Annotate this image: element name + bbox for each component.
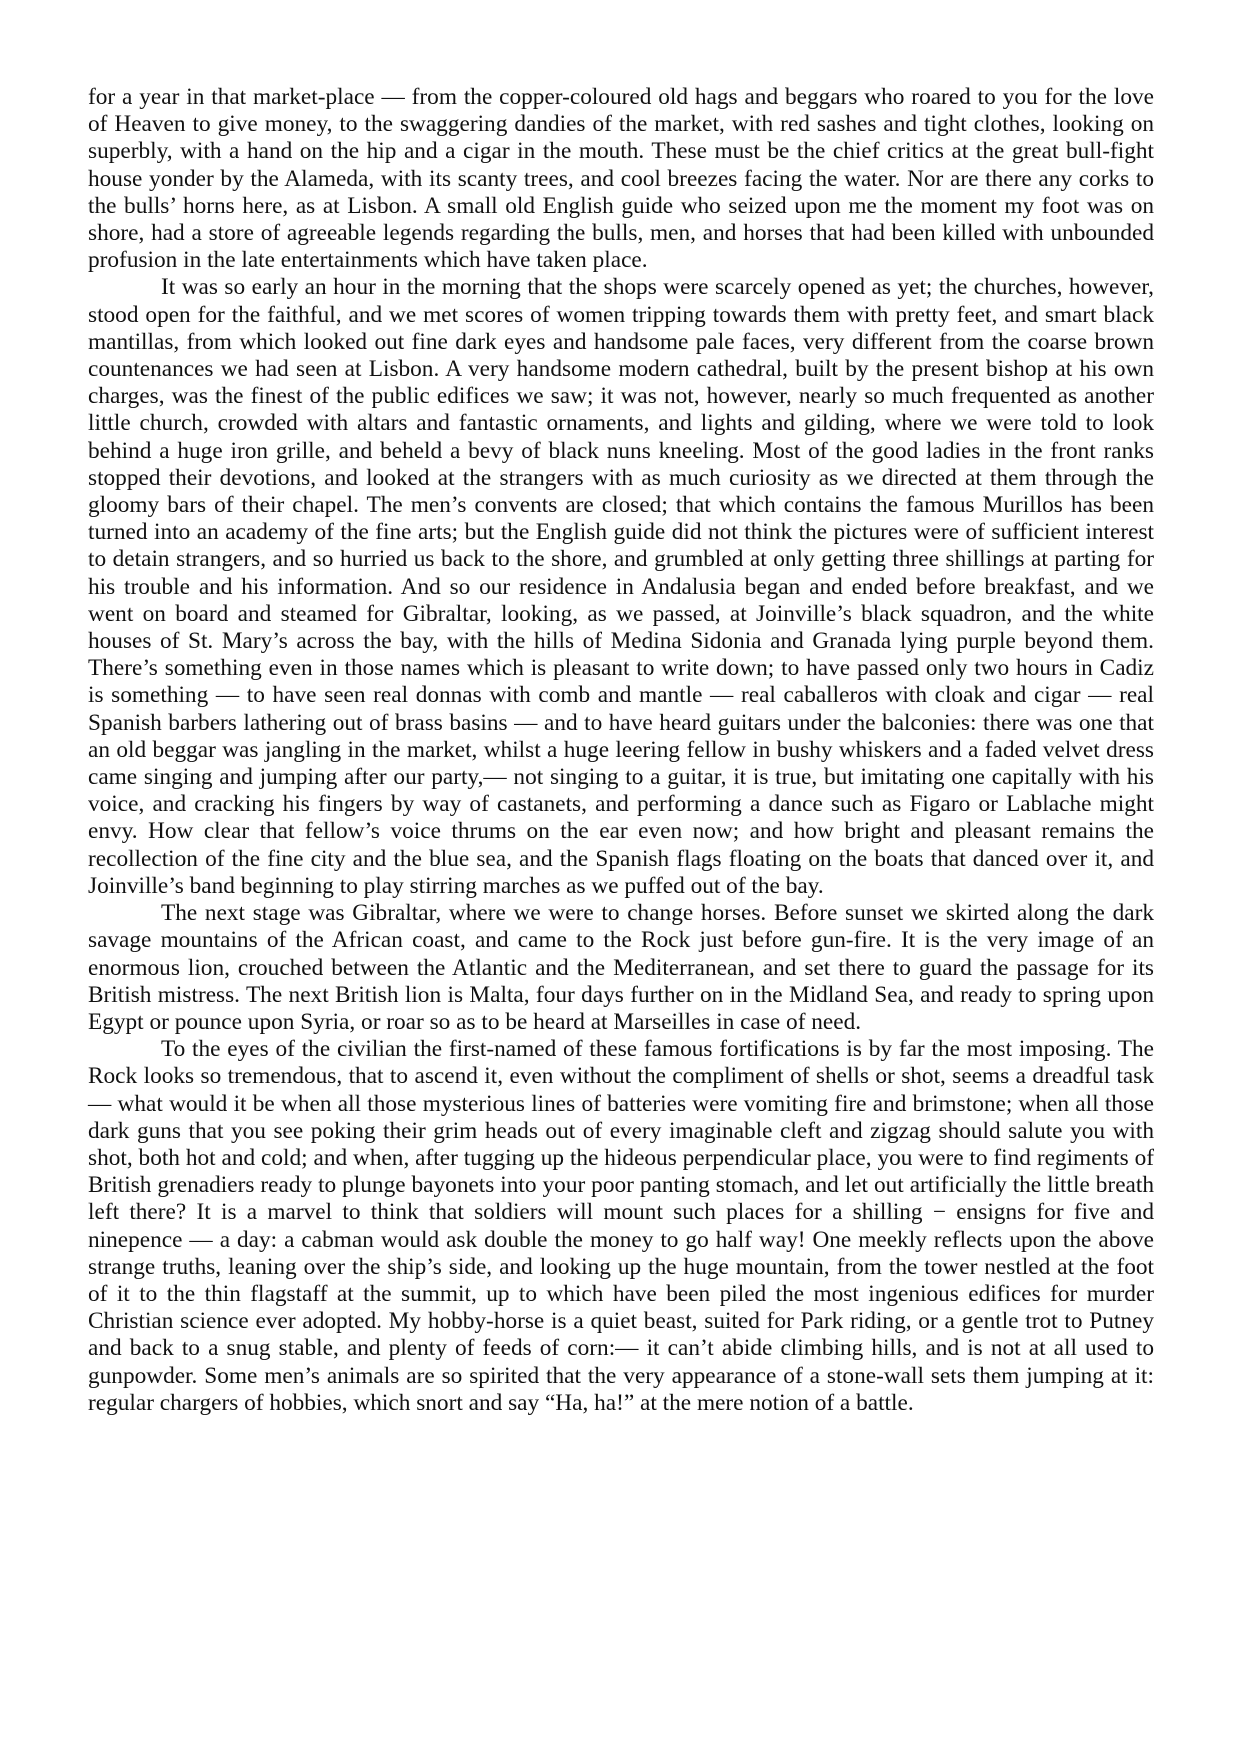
paragraph-cadiz-morning: It was so early an hour in the morning that the shops were scarcely opened as yet; the churches, however, stood open for the faithful, and we met scores of women tripping towards them with pretty feet, and smart black mantillas, from which looked out fine dark eyes and handsome pale faces, very different from the coarse brown countenances we had seen at Lisbon. A very handsome modern cathedral, built by the present bishop at his own charges, was the finest of the public edifices we saw; it was not, however, nearly so much frequented as another little church, crowded with altars and fantastic ornaments, and lights and gilding, where we were told to look behind a huge iron grille, and beheld a bevy of black nuns kneeling. Most of the good ladies in the front ranks stopped their devotions, and looked at the strangers with as much curiosity as we directed at them through the gloomy bars of their chapel. The men’s convents are closed; that which contains the famous Murillos has been turned into an academy of the fine arts; but the English guide did not think the pictures were of sufficient interest to detain strangers, and so hurried us back to the shore, and grumbled at only getting three shillings at parting for his trouble and his information. And so our residence in Andalusia began and ended before breakfast, and we went on board and steamed for Gibraltar, looking, as we passed, at Joinville’s black squadron, and the white houses of St. Mary’s across the bay, with the hills of Medina Sidonia and Granada lying purple beyond them. There’s something even in those names which is pleasant to write down; to have passed only two hours in Cadiz is something — to have seen real donnas with comb and mantle — real caballeros with cloak and cigar — real Spanish barbers lathering out of brass basins — and to have heard guitars under the balconies: there was one that an old beggar was jangling in the market, whilst a huge leering fellow in bushy whiskers and a faded velvet dress came singing and jumping after our party,— not singing to a guitar, it is true, but imitating one capitally with his voice, and cracking his fingers by way of castanets, and performing a dance such as Figaro or Lablache might envy. How clear that fellow’s voice thrums on the ear even now; and how bright and pleasant remains the recollection of the fine city and the blue sea, and the Spanish flags floating on the boats that danced over it, and Joinville’s band beginning to play stirring marches as we puffed out of the bay. — [88, 274, 1154, 899]
paragraph-market-place: for a year in that market-place — from the copper-coloured old hags and beggars who roared to you for the love of Heaven to give money, to the swaggering dandies of the market, with red sashes and tight clothes, looking on superbly, with a hand on the hip and a cigar in the mouth. These must be the chief critics at the great bull-fight house yonder by the Alameda, with its scanty trees, and cool breezes facing the water. Nor are there any corks to the bulls’ horns here, as at Lisbon. A small old English guide who seized upon me the moment my foot was on shore, had a store of agreeable legends regarding the bulls, men, and horses that had been killed with unbounded profusion in the late entertainments which have taken place. — [88, 84, 1154, 274]
body-text — [88, 84, 1154, 1417]
paragraph-fortifications: To the eyes of the civilian the first-named of these famous fortifications is by far the most imposing. The Rock looks so tremendous, that to ascend it, even without the compliment of shells or shot, seems a dreadful task — what would it be when all those mysterious lines of batteries were vomiting fire and brimstone; when all those dark guns that you see poking their grim heads out of every imaginable cleft and zigzag should salute you with shot, both hot and cold; and when, after tugging up the hideous perpendicular place, you were to find regiments of British grenadiers ready to plunge bayonets into your poor panting stomach, and let out artificially the little breath left there? It is a marvel to think that soldiers will mount such places for a shilling − ensigns for five and ninepence — a day: a cabman would ask double the money to go half way! One meekly reflects upon the above strange truths, leaning over the ship’s side, and looking up the huge mountain, from the tower nestled at the foot of it to the thin flagstaff at the summit, up to which have been piled the most ingenious edifices for murder Christian science ever adopted. My hobby-horse is a quiet beast, suited for Park riding, or a gentle trot to Putney and back to a snug stable, and plenty of feeds of corn:— it can’t abide climbing hills, and is not at all used to gunpowder. Some men’s animals are so spirited that the very appearance of a stone-wall sets them jumping at it: regular chargers of hobbies, which snort and say “Ha, ha!” at the mere notion of a battle. — [88, 1036, 1154, 1416]
paragraph-gibraltar: The next stage was Gibraltar, where we were to change horses. Before sunset we skirted along the dark savage mountains of the African coast, and came to the Rock just before gun-fire. It is the very image of an enormous lion, crouched between the Atlantic and the Mediterranean, and set there to guard the passage for its British mistress. The next British lion is Malta, four days further on in the Midland Sea, and ready to spring upon Egypt or pounce upon Syria, or roar so as to be heard at Marseilles in case of need. — [88, 900, 1154, 1035]
